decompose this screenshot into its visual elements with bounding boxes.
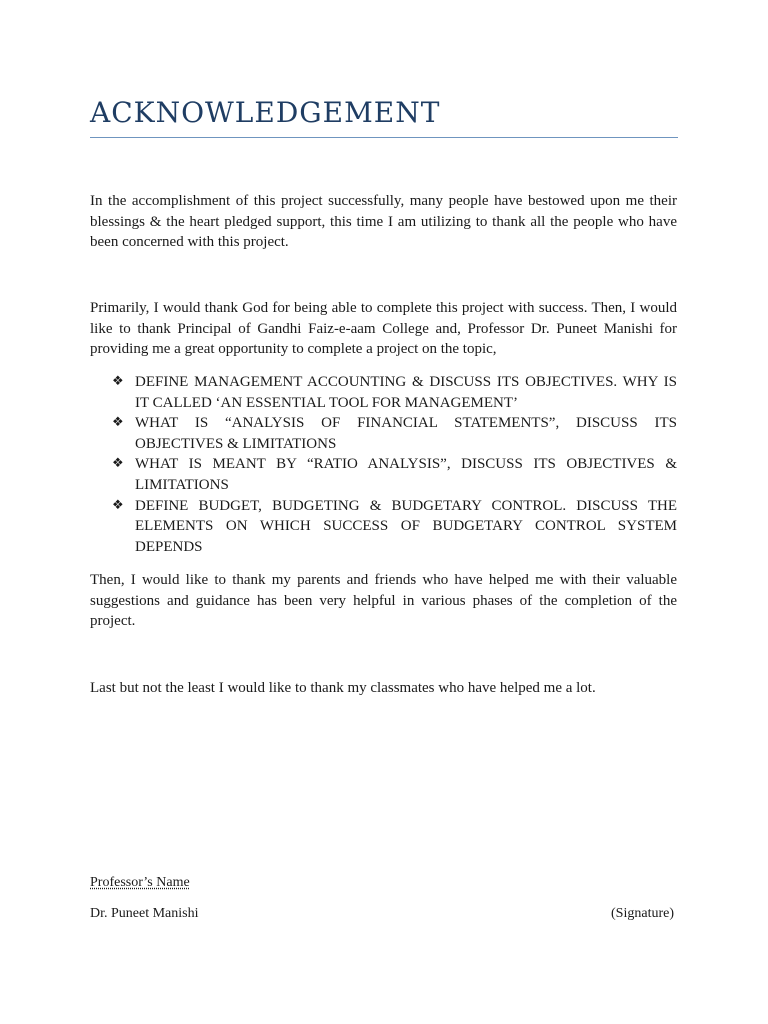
list-item-text: DEFINE BUDGET, BUDGETING & BUDGETARY CONTROL. DISCUSS THE ELEMENTS ON WHICH SUCCESS OF BUDGETARY CONTROL SYSTEM DEPENDS: [135, 497, 677, 555]
list-item: [90, 372, 677, 413]
four-diamond-bullet-icon: ❖: [112, 415, 124, 431]
thanks-paragraph: Primarily, I would thank God for being able to complete this project with success. Then, I would like to thank Principal of Gandhi Faiz-e-aam College and, Professor Dr. Puneet Manishi for providing me a great opportunity to complete a project on the topic,: [90, 300, 677, 358]
four-diamond-bullet-icon: ❖: [112, 497, 124, 513]
classmates-paragraph: Last but not the least I would like to thank my classmates who have helped me a lot.: [90, 680, 596, 696]
four-diamond-bullet-icon: ❖: [112, 456, 124, 472]
topic-list: [90, 372, 677, 557]
list-item-text: DEFINE MANAGEMENT ACCOUNTING & DISCUSS ITS OBJECTIVES. WHY IS IT CALLED ‘AN ESSENTIAL TOOL FOR MANAGEMENT’: [135, 374, 677, 411]
title-divider: [90, 137, 678, 138]
page-title: ACKNOWLEDGEMENT: [90, 96, 441, 129]
four-diamond-bullet-icon: ❖: [112, 374, 124, 389]
signature-label: (Signature): [611, 906, 674, 921]
intro-paragraph: In the accomplishment of this project successfully, many people have bestowed upon me their blessings & the heart pledged support, this time I am utilizing to thank all the people who have been concerned with this project.: [90, 193, 677, 251]
list-item-text: WHAT IS “ANALYSIS OF FINANCIAL STATEMENTS”, DISCUSS ITS OBJECTIVES & LIMITATIONS: [135, 415, 677, 452]
list-item: [90, 454, 677, 495]
professor-name: Dr. Puneet Manishi: [90, 906, 199, 921]
professor-label: Professor’s Name: [90, 875, 190, 890]
list-item-text: WHAT IS MEANT BY “RATIO ANALYSIS”, DISCUSS ITS OBJECTIVES & LIMITATIONS: [135, 456, 677, 493]
list-item: [90, 413, 677, 454]
parents-paragraph: Then, I would like to thank my parents and friends who have helped me with their valuable suggestions and guidance has been very helpful in various phases of the completion of the project.: [90, 572, 677, 630]
list-item: [90, 496, 677, 558]
